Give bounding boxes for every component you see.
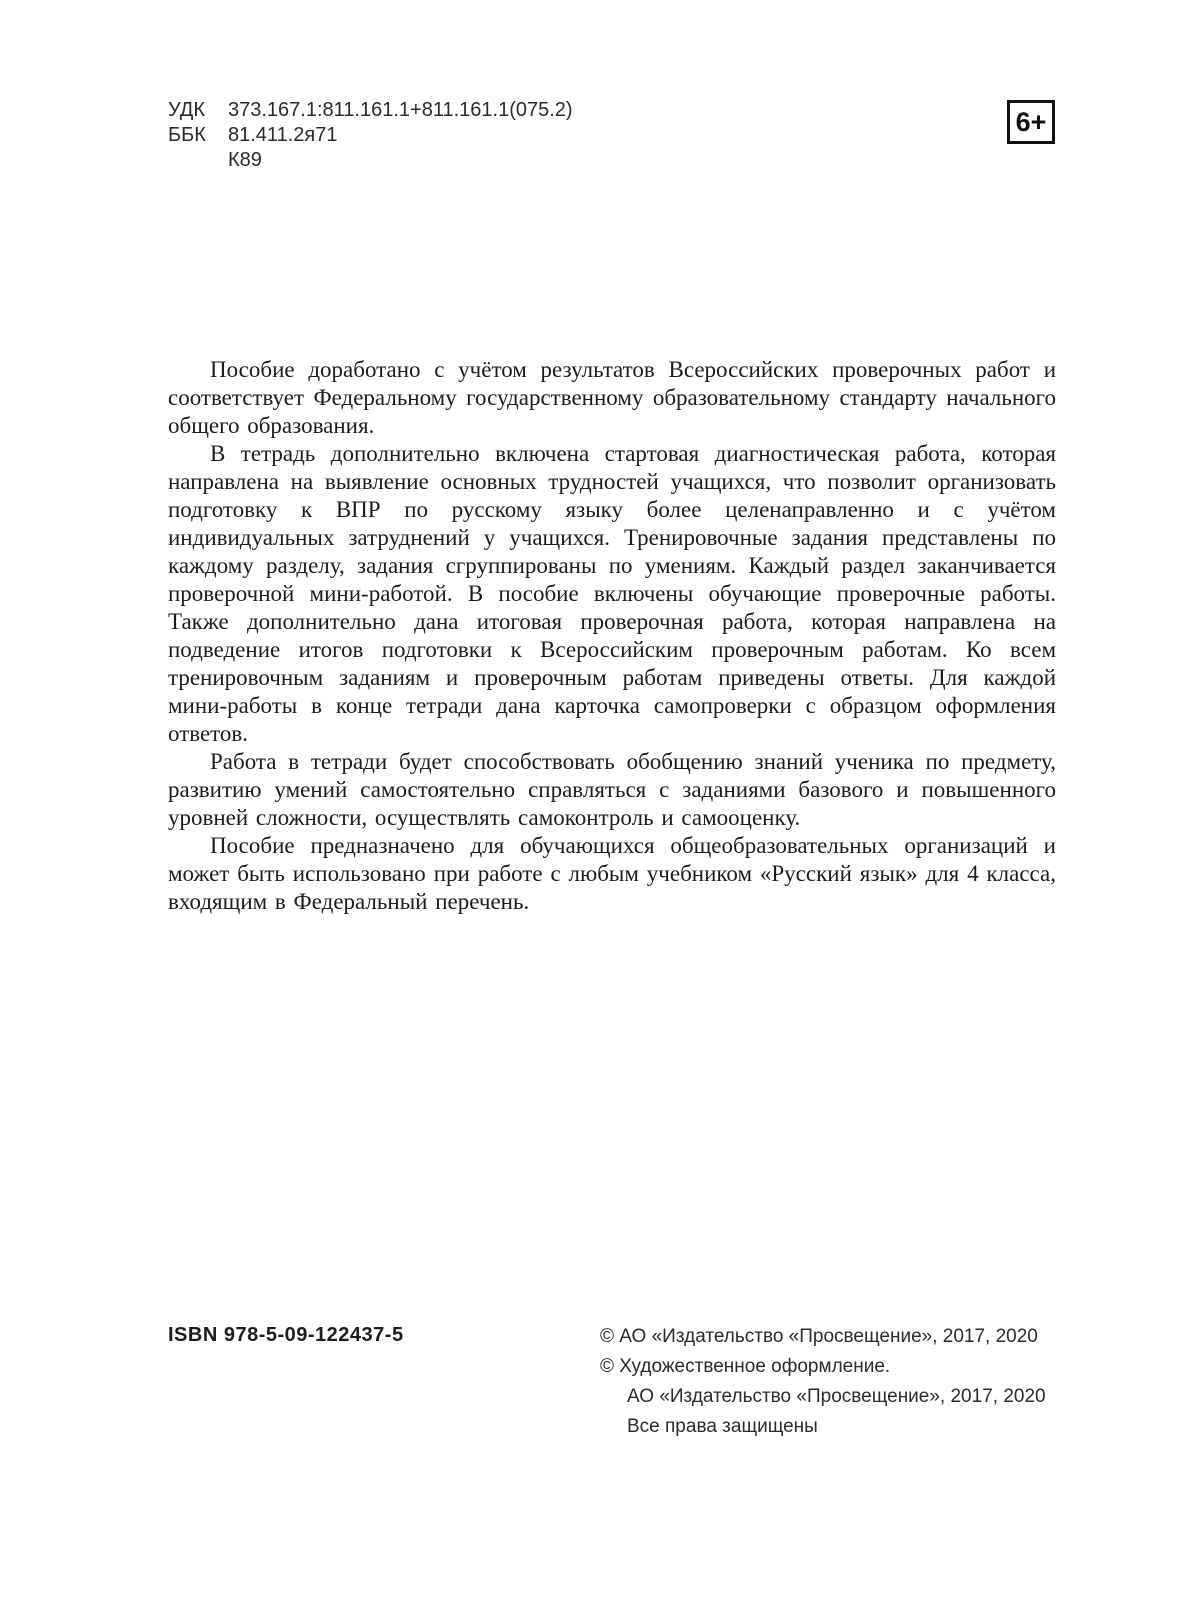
copyright-line-2: © Художественное оформление. (600, 1356, 891, 1377)
bbk-row (168, 123, 573, 148)
annotation-paragraph-1: Пособие доработано с учётом результатов Всероссийских проверочных работ и соответствует Федеральному государственному образовательному стандарту начального общего образования. (168, 357, 1056, 438)
annotation-paragraph-3: Работа в тетради будет способствовать обобщению знаний ученика по предмету, развитию умений самостоятельно справляться с заданиями базового и повышенного уровней сложности, осуществлять самоконтроль и самооценку. (168, 749, 1056, 830)
copyright-line-1: © АО «Издательство «Просвещение», 2017, 2020 (600, 1326, 1038, 1347)
copyright-block (600, 1322, 1046, 1442)
author-code-row (168, 148, 573, 173)
udk-label: УДК (168, 99, 206, 121)
isbn: ISBN 978-5-09-122437-5 (168, 1324, 404, 1346)
author-code-spacer (168, 148, 228, 173)
bbk-label: ББК (168, 124, 206, 146)
bbk-value: 81.411.2я71 (228, 124, 338, 146)
udk-row (168, 98, 573, 123)
udk-value: 373.167.1:811.161.1+811.161.1(075.2) (228, 99, 573, 121)
author-code: К89 (228, 149, 262, 171)
annotation-text (168, 356, 1056, 916)
age-rating-badge: 6+ (1007, 100, 1055, 144)
copyright-line-4: Все права защищены (627, 1416, 818, 1437)
annotation-paragraph-2: В тетрадь дополнительно включена стартовая диагностическая работа, которая направлена на выявление основных трудностей учащихся, что позволит организовать подготовку к ВПР по русскому языку более целенаправленно и с учётом индивидуальных затруднений у учащихся. Тренировочные задания представлены по каждому разделу, задания сгруппированы по умениям. Каждый раздел заканчивается проверочной мини-работой. В пособие включены обучающие проверочные работы. Также дополнительно дана итоговая проверочная работа, которая направлена на подведение итогов подготовки к Всероссийским проверочным работам. Ко всем тренировочным заданиям и проверочным работам приведены ответы. Для каждой мини-работы в конце тетради дана карточка самопроверки с образцом оформления ответов. (168, 441, 1056, 746)
copyright-line-3: АО «Издательство «Просвещение», 2017, 2020 (627, 1386, 1046, 1407)
bibliographic-block (168, 98, 573, 173)
annotation-paragraph-4: Пособие предназначено для обучающихся общеобразовательных организаций и может быть использовано при работе с любым учебником «Русский язык» для 4 класса, входящим в Федеральный перечень. (168, 833, 1056, 914)
